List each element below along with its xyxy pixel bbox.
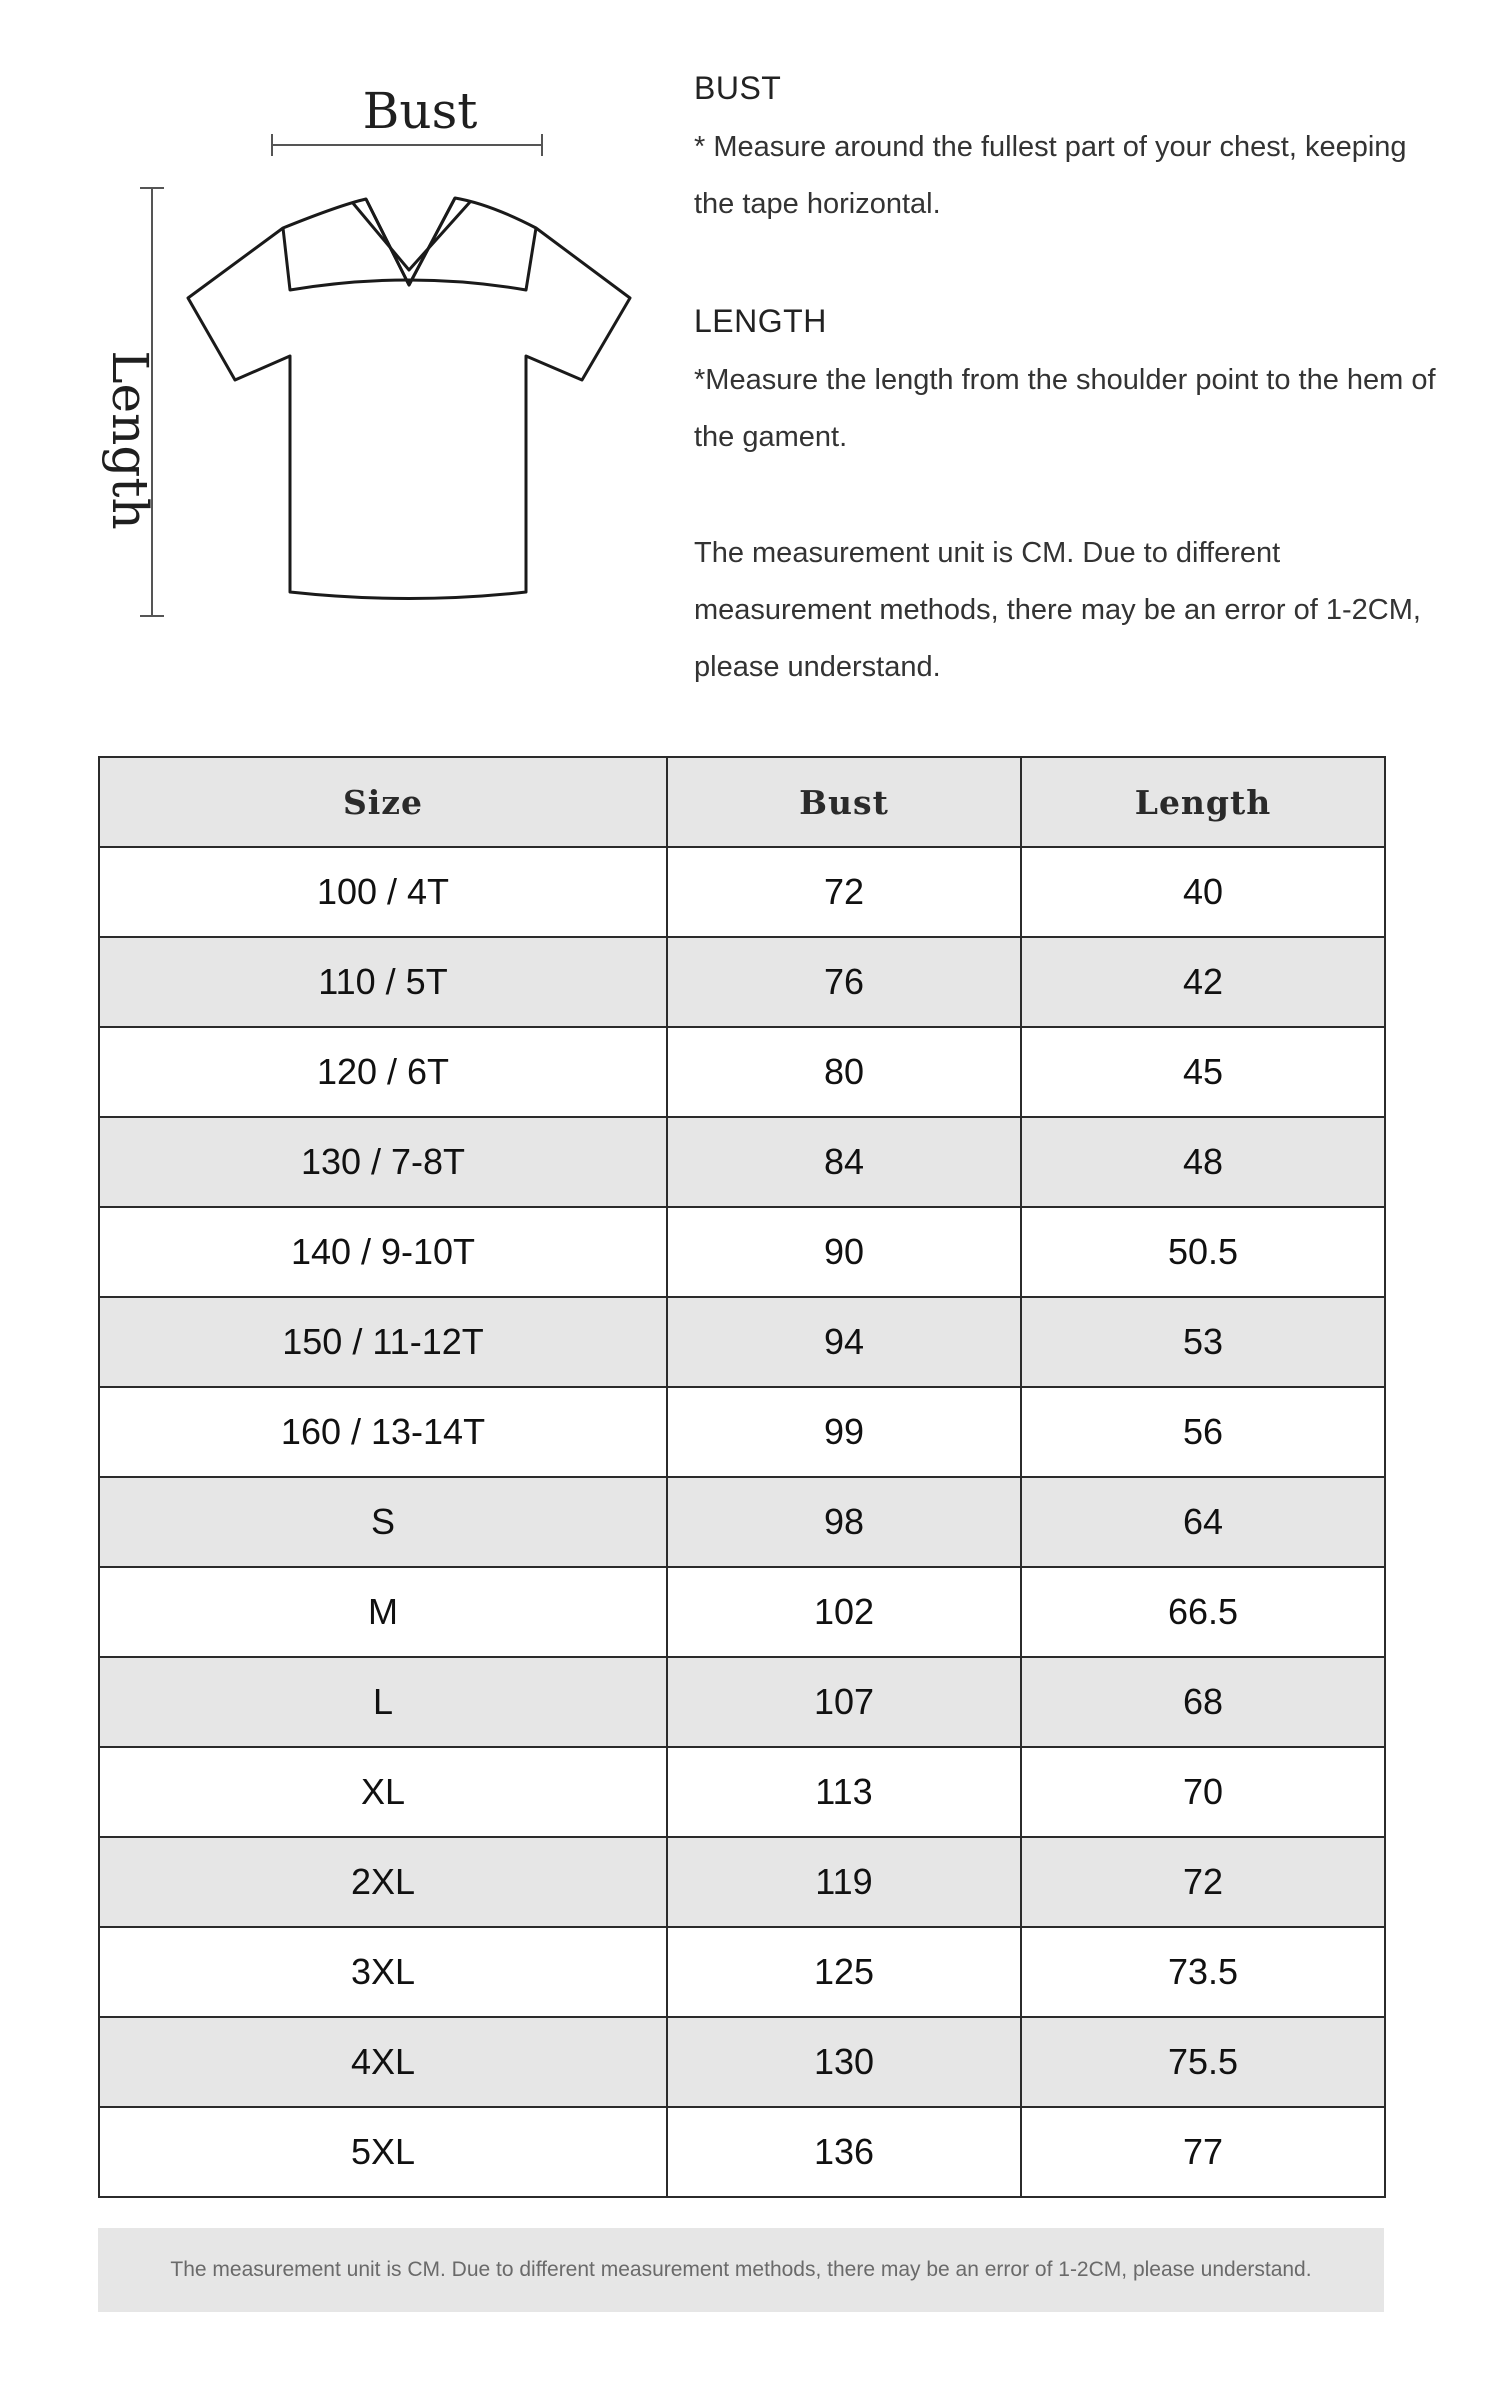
- table-row: [99, 1207, 1385, 1297]
- length-cell: 73.5: [1021, 1927, 1385, 2017]
- table-row: [99, 1027, 1385, 1117]
- size-cell: 3XL: [99, 1927, 667, 2017]
- length-cell: 68: [1021, 1657, 1385, 1747]
- table-row: [99, 1477, 1385, 1567]
- header-bust: Bust: [667, 757, 1021, 847]
- bust-cell: 72: [667, 847, 1021, 937]
- table-body: [99, 847, 1385, 2197]
- size-cell: 120 / 6T: [99, 1027, 667, 1117]
- length-cell: 77: [1021, 2107, 1385, 2197]
- size-cell: 130 / 7-8T: [99, 1117, 667, 1207]
- shirt-outline: [188, 198, 630, 599]
- bust-instruction-text: * Measure around the fullest part of your chest, keeping the tape horizontal.: [694, 131, 1407, 220]
- size-cell: 4XL: [99, 2017, 667, 2107]
- size-cell: L: [99, 1657, 667, 1747]
- header-size: Size: [99, 757, 667, 847]
- length-cell: 66.5: [1021, 1567, 1385, 1657]
- size-cell: 140 / 9-10T: [99, 1207, 667, 1297]
- size-cell: 2XL: [99, 1837, 667, 1927]
- bust-cell: 102: [667, 1567, 1021, 1657]
- table-row: [99, 2107, 1385, 2197]
- header-length: Length: [1021, 757, 1385, 847]
- length-cell: 64: [1021, 1477, 1385, 1567]
- length-cell: 48: [1021, 1117, 1385, 1207]
- table-row: [99, 1657, 1385, 1747]
- size-cell: 160 / 13-14T: [99, 1387, 667, 1477]
- bust-cell: 94: [667, 1297, 1021, 1387]
- size-cell: 100 / 4T: [99, 847, 667, 937]
- table-row: [99, 937, 1385, 1027]
- length-heading: LENGTH: [694, 303, 827, 339]
- bust-cell: 98: [667, 1477, 1021, 1567]
- bust-instruction: [694, 70, 1454, 233]
- bust-cell: 125: [667, 1927, 1021, 2017]
- shirt-diagram: [0, 0, 680, 700]
- size-cell: 5XL: [99, 2107, 667, 2197]
- unit-note-text: The measurement unit is CM. Due to different measurement methods, there may be an error of 1-2CM, please understand.: [694, 537, 1421, 683]
- size-cell: M: [99, 1567, 667, 1657]
- bust-cell: 80: [667, 1027, 1021, 1117]
- bust-cell: 90: [667, 1207, 1021, 1297]
- length-instruction: [694, 303, 1454, 466]
- length-instruction-text: *Measure the length from the shoulder point to the hem of the gament.: [694, 364, 1436, 453]
- length-cell: 53: [1021, 1297, 1385, 1387]
- length-cell: 75.5: [1021, 2017, 1385, 2107]
- size-cell: 110 / 5T: [99, 937, 667, 1027]
- length-cell: 50.5: [1021, 1207, 1385, 1297]
- bust-cell: 130: [667, 2017, 1021, 2107]
- table-row: [99, 847, 1385, 937]
- table-row: [99, 1117, 1385, 1207]
- bust-cell: 99: [667, 1387, 1021, 1477]
- length-cell: 42: [1021, 937, 1385, 1027]
- length-cell: 70: [1021, 1747, 1385, 1837]
- bust-cell: 107: [667, 1657, 1021, 1747]
- footer-note: The measurement unit is CM. Due to different measurement methods, there may be an error of 1-2CM, please understand.: [98, 2228, 1384, 2312]
- bust-heading: BUST: [694, 70, 782, 106]
- table-row: [99, 1837, 1385, 1927]
- bust-cell: 119: [667, 1837, 1021, 1927]
- table-header-row: [99, 757, 1385, 847]
- length-cell: 56: [1021, 1387, 1385, 1477]
- length-cell: 45: [1021, 1027, 1385, 1117]
- size-cell: S: [99, 1477, 667, 1567]
- unit-note: [694, 525, 1454, 696]
- size-cell: XL: [99, 1747, 667, 1837]
- bust-cell: 136: [667, 2107, 1021, 2197]
- table-row: [99, 1297, 1385, 1387]
- bust-cell: 76: [667, 937, 1021, 1027]
- table-row: [99, 1567, 1385, 1657]
- table-row: [99, 1387, 1385, 1477]
- table-row: [99, 2017, 1385, 2107]
- bust-cell: 84: [667, 1117, 1021, 1207]
- table-row: [99, 1747, 1385, 1837]
- bust-cell: 113: [667, 1747, 1021, 1837]
- length-cell: 40: [1021, 847, 1385, 937]
- bust-diagram-label: Bust: [362, 82, 478, 140]
- table-row: [99, 1927, 1385, 2017]
- length-diagram-label: Length: [101, 350, 159, 530]
- size-chart-table: [98, 756, 1386, 2198]
- size-cell: 150 / 11-12T: [99, 1297, 667, 1387]
- length-cell: 72: [1021, 1837, 1385, 1927]
